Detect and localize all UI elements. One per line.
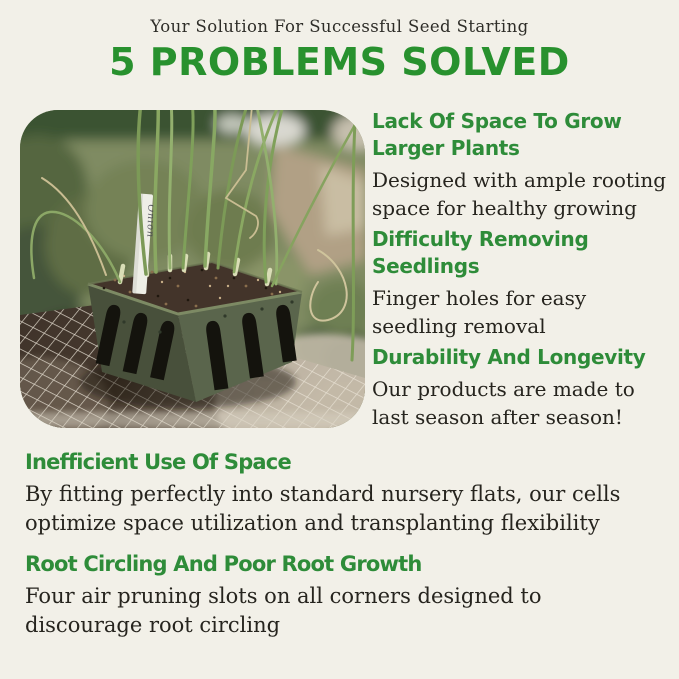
- product-photo: [20, 110, 365, 428]
- bottom-benefits: [25, 449, 665, 653]
- benefit-body: Our products are made to last season after season!: [372, 377, 635, 429]
- benefit-item: [25, 551, 665, 640]
- benefit-heading: Inefficient Use Of Space: [25, 450, 291, 474]
- benefit-body: Four air pruning slots on all corners designed to discourage root circling: [25, 584, 542, 637]
- main-title: 5 PROBLEMS SOLVED: [109, 40, 570, 84]
- tagline: Your Solution For Successful Seed Starting: [150, 17, 529, 36]
- benefit-heading: Durability And Longevity: [372, 345, 646, 369]
- benefit-body: Finger holes for easy seedling removal: [372, 286, 587, 338]
- benefits-column: [372, 108, 678, 435]
- benefit-item: [372, 344, 678, 431]
- benefit-body: By fitting perfectly into standard nursery flats, our cells optimize space utilization and transplanting flexibility: [25, 482, 621, 535]
- benefit-item: [372, 226, 678, 340]
- seed-tray-photo-illustration: [20, 110, 365, 428]
- benefit-item: [25, 449, 665, 538]
- benefit-body: Designed with ample rooting space for healthy growing: [372, 168, 667, 220]
- benefit-heading: Root Circling And Poor Root Growth: [25, 552, 422, 576]
- plant-label-text: Onion: [144, 204, 157, 239]
- benefit-heading: Difficulty Removing Seedlings: [372, 227, 589, 278]
- benefit-item: [372, 108, 678, 222]
- benefit-heading: Lack Of Space To Grow Larger Plants: [372, 109, 622, 160]
